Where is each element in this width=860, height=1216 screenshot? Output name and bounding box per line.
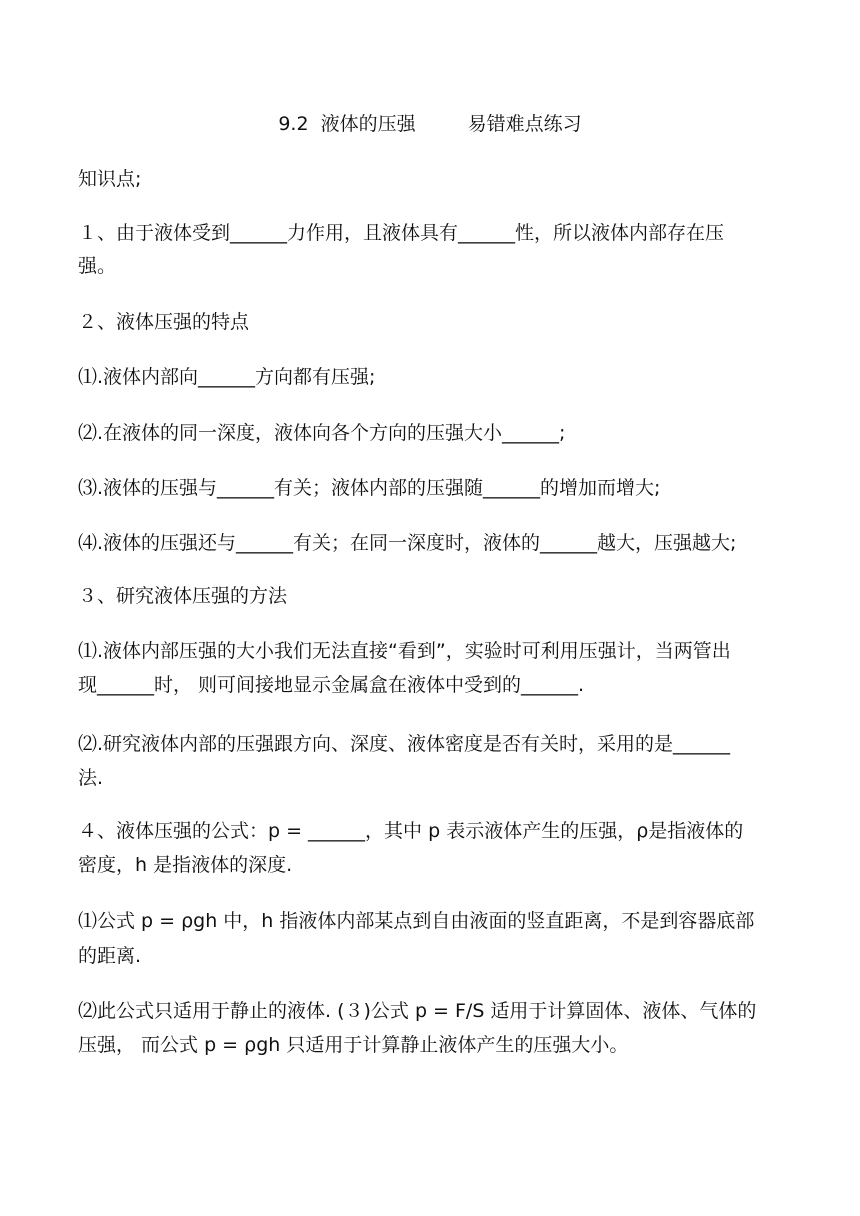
paragraph-line: 的距离. [78,945,142,967]
paragraph-line: ⑴.液体内部压强的大小我们无法直接“看到”，实验时可利用压强计，当两管出 [78,640,731,662]
paragraph-line: ４、液体压强的公式：p = ______，其中 p 表示液体产生的压强，ρ是指液体的 [78,820,744,842]
title-number: 9.2 液体的压强 [278,113,416,135]
paragraph-line: 现______时， 则可间接地显示金属盒在液体中受到的______. [78,674,585,696]
paragraph-line: ３、研究液体压强的方法 [78,585,288,607]
paragraph-line: 密度，h 是指液体的深度. [78,854,293,876]
section-heading: 知识点; [78,168,142,190]
paragraph-line: ２、液体压强的特点 [78,311,250,333]
paragraph-line: 压强， 而公式 p = ρgh 只适用于计算静止液体产生的压强大小。 [78,1034,629,1056]
page-title [0,111,860,137]
paragraph-line: ⑵.在液体的同一深度，液体向各个方向的压强大小______; [78,422,566,444]
paragraph-line: 强。 [78,255,117,277]
paragraph-line: ⑴公式 p = ρgh 中，h 指液体内部某点到自由液面的竖直距离，不是到容器底部 [78,910,755,932]
title-subtitle: 易错难点练习 [467,113,582,135]
paragraph-line: 法. [78,767,104,789]
paragraph-line: ⑵.研究液体内部的压强跟方向、深度、液体密度是否有关时，采用的是______ [78,733,731,755]
paragraph-line: ⑵此公式只适用于静止的液体. (３)公式 p = F/S 适用于计算固体、液体、气体的 [78,1000,757,1022]
paragraph-line: ⑷.液体的压强还与______有关；在同一深度时，液体的______越大，压强越大; [78,532,737,554]
paragraph-line: ⑶.液体的压强与______有关；液体内部的压强随______的增加而增大; [78,477,661,499]
paragraph-line: １、由于液体受到______力作用，且液体具有______性，所以液体内部存在压 [78,222,725,244]
paragraph-line: ⑴.液体内部向______方向都有压强; [78,366,376,388]
